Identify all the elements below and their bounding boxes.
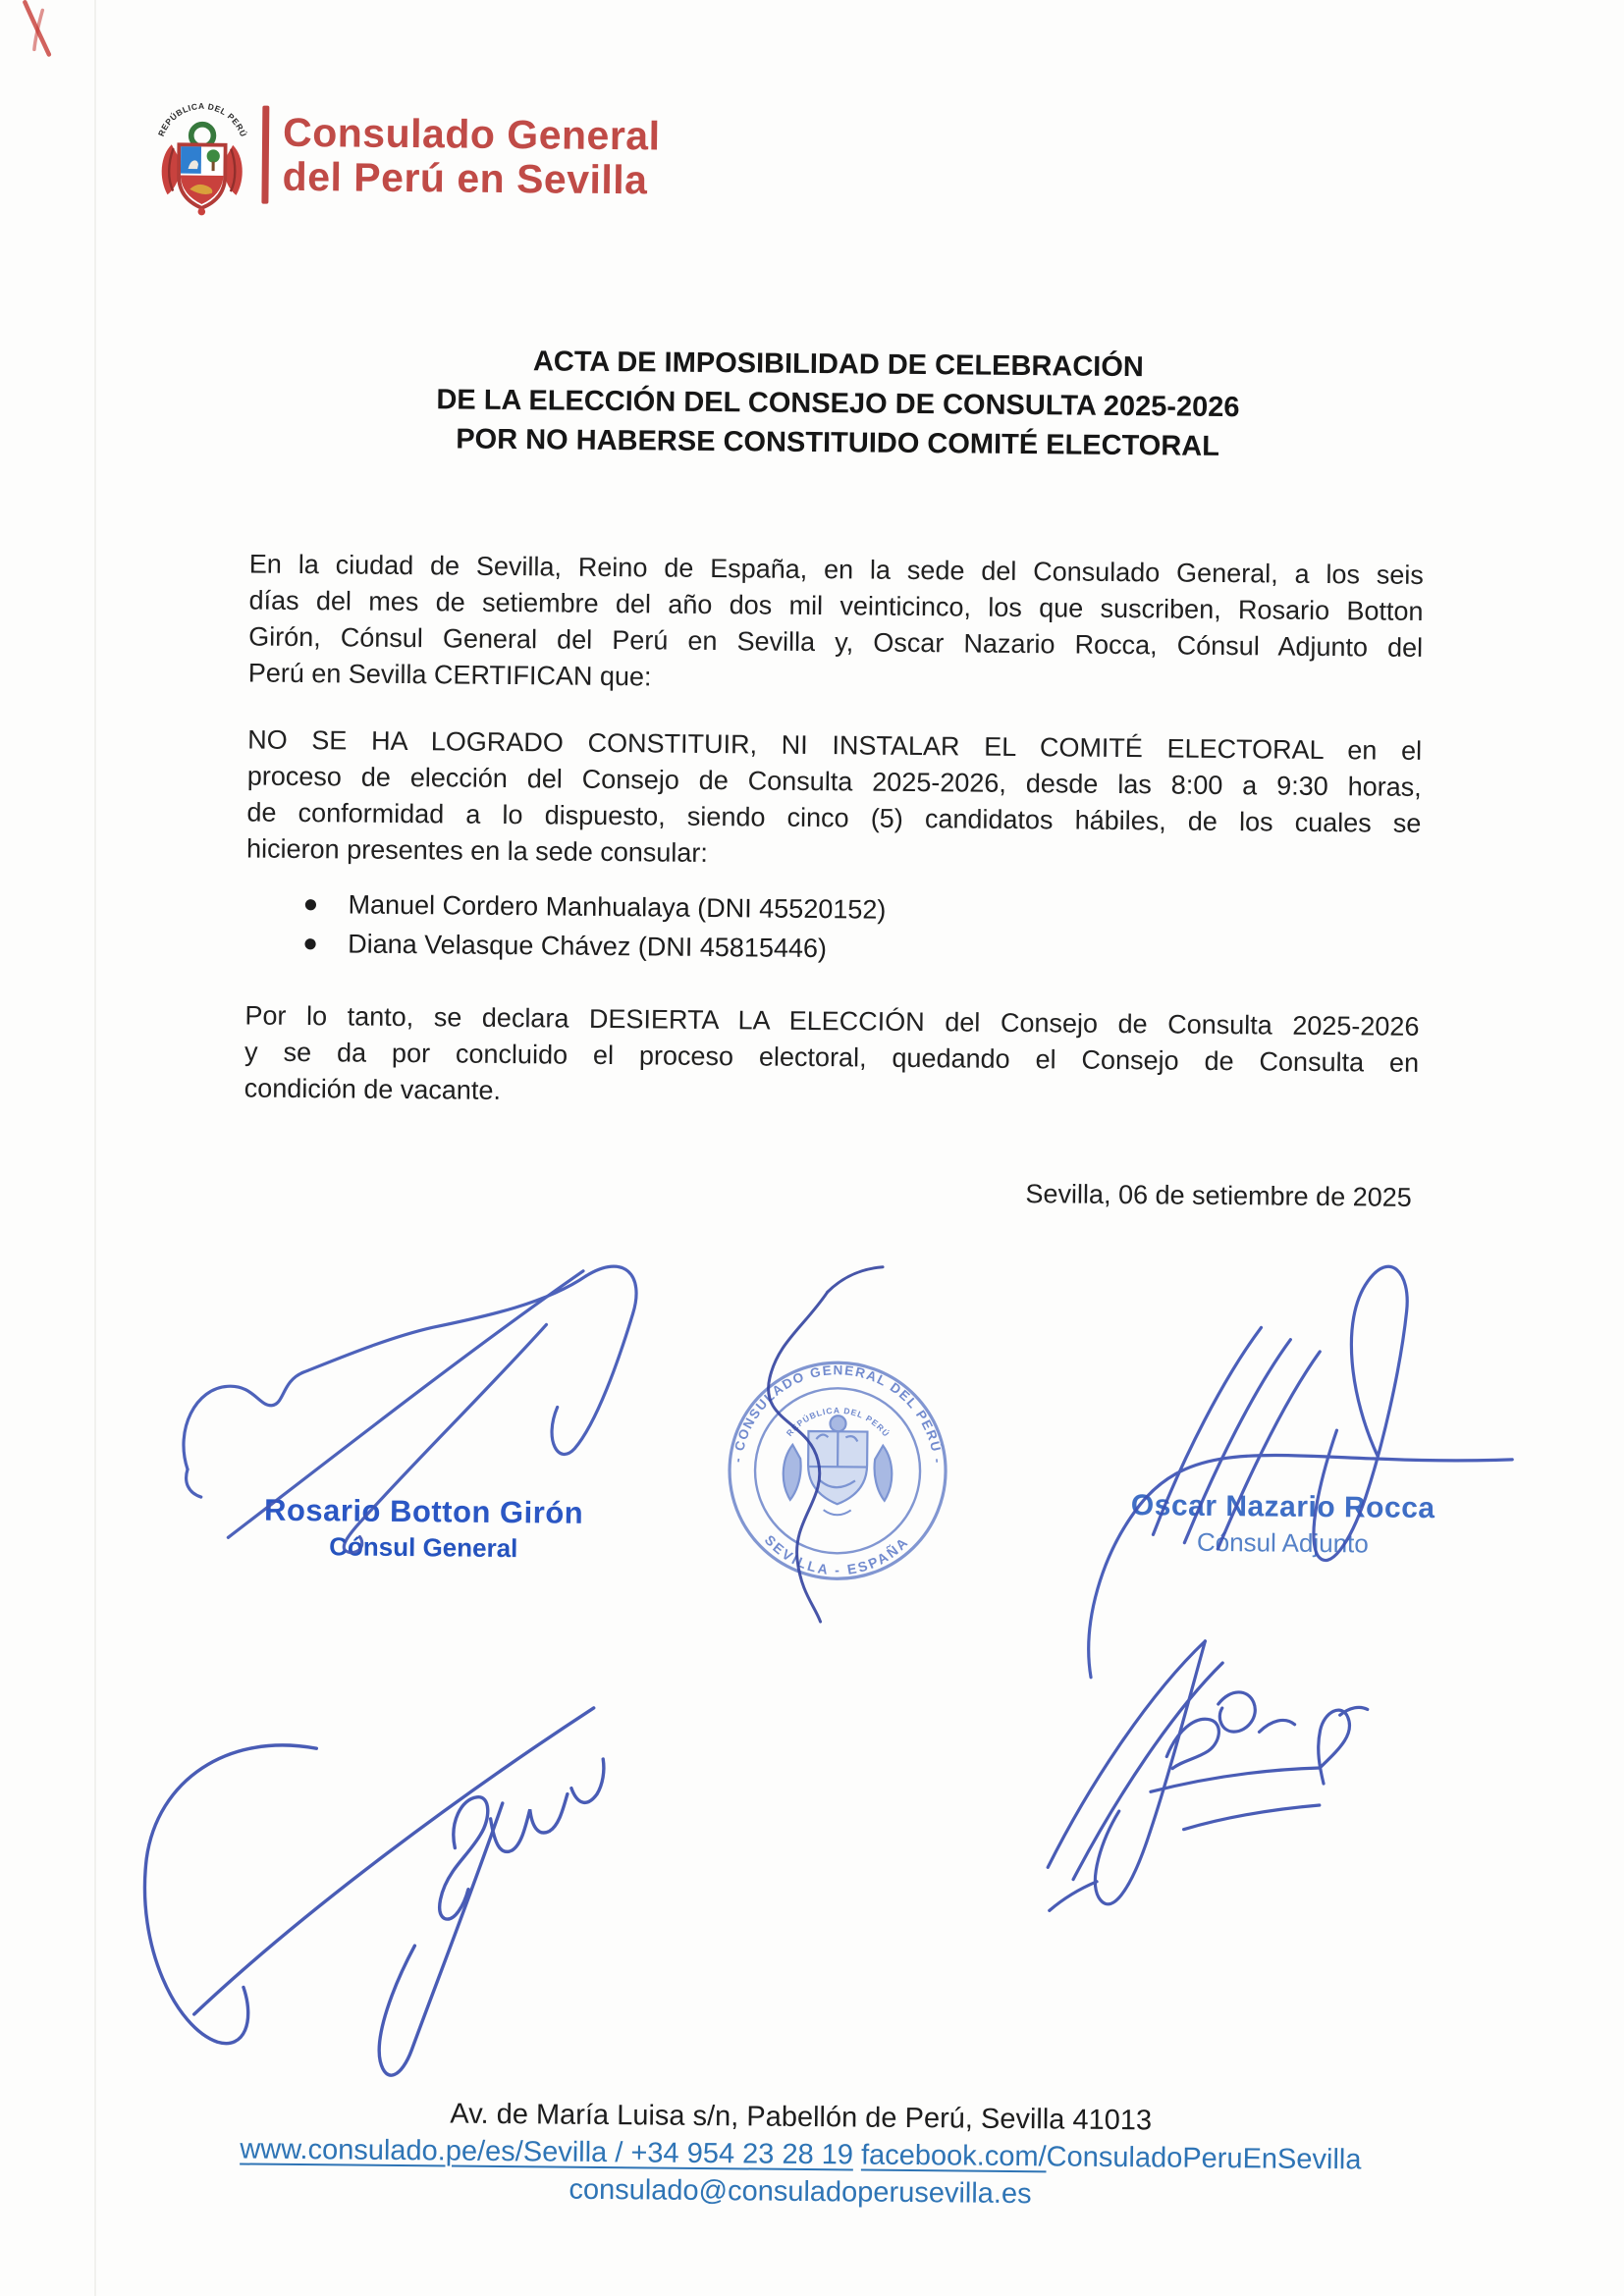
footer-address: Av. de María Luisa s/n, Pabellón de Perú, Sevilla 41013	[450, 2098, 1153, 2137]
paragraph-line: días del mes de setiembre del año dos mil veinticinco, los que suscriben, Rosario Botton	[248, 585, 1424, 626]
footer-email[interactable]: consulado@consuladoperusevilla.es	[568, 2173, 1032, 2211]
consulate-name-line2: del Perú en Sevilla	[282, 153, 648, 203]
candidate-name: Manuel Cordero Manhualaya (DNI 45520152)	[348, 889, 887, 925]
facebook-handle: ConsuladoPeruEnSevilla	[1046, 2141, 1362, 2176]
signature-lower-right	[1048, 1639, 1369, 1913]
paragraph-line: Girón, Cónsul General del Perú en Sevilla y, Oscar Nazario Rocca, Cónsul Adjunto del	[248, 621, 1424, 663]
bullet-icon: ●	[302, 888, 319, 919]
document-title	[250, 339, 1426, 467]
paragraph-line: proceso de elección del Consejo de Consulta 2025-2026, desde las 8:00 a 9:30 horas,	[246, 761, 1422, 802]
candidate-list	[245, 883, 1421, 973]
facebook-link[interactable]: facebook.com/	[860, 2139, 1047, 2173]
paragraph-intro	[248, 546, 1424, 702]
stamp-inner-caption: REPÚBLICA DEL PERÚ	[784, 1405, 893, 1439]
consular-stamp	[717, 1350, 958, 1591]
letterhead-divider	[261, 106, 269, 204]
consulate-name-line1: Consulado General	[282, 109, 661, 159]
svg-text:REPÚBLICA DEL PERÚ	[156, 100, 250, 138]
paragraph-line: NO SE HA LOGRADO CONSTITUIR, NI INSTALAR EL COMITÉ ELECTORAL en el	[247, 724, 1423, 766]
title-line-1: ACTA DE IMPOSIBILIDAD DE CELEBRACIÓN	[532, 346, 1144, 384]
signer-name: Rosario Botton Girón	[263, 1492, 584, 1530]
paragraph-line: de conformidad a lo dispuesto, siendo cinco (5) candidatos hábiles, de los cuales se	[246, 797, 1422, 838]
date-line: Sevilla, 06 de setiembre de 2025	[1025, 1179, 1412, 1212]
paragraph-line: Perú en Sevilla CERTIFICAN que:	[247, 658, 652, 692]
title-line-2: DE LA ELECCIÓN DEL CONSEJO DE CONSULTA 2025-2026	[436, 384, 1240, 424]
website-phone-link[interactable]: www.consulado.pe/es/Sevilla / +34 954 23 28 19	[240, 2133, 854, 2171]
signature-oscar-nazario	[1088, 1263, 1514, 1681]
paragraph-line: Por lo tanto, se declara DESIERTA LA ELECCIÓN del Consejo de Consulta 2025-2026	[244, 1000, 1420, 1041]
svg-text:SEVILLA - ESPAÑA	[761, 1531, 912, 1578]
signer-name: Oscar Nazario Rocca	[1130, 1489, 1435, 1525]
title-line-3: POR NO HABERSE CONSTITUIDO COMITÉ ELECTORAL	[456, 423, 1220, 462]
signature-block-consul-adjunto	[1100, 1489, 1466, 1561]
signature-lower-left	[143, 1704, 605, 2078]
paragraph-conclusion	[244, 997, 1420, 1117]
candidate-name: Diana Velasque Chávez (DNI 45815446)	[348, 929, 828, 964]
pen-mark	[25, 2, 50, 54]
emblem-caption: REPÚBLICA DEL PERÚ	[155, 100, 249, 139]
signer-title: Cónsul Adjunto	[1196, 1526, 1369, 1559]
signature-block-consul-general	[236, 1492, 612, 1565]
paragraph-certification	[246, 721, 1422, 878]
paragraph-line: hicieron presentes en la sede consular:	[245, 833, 709, 868]
stamp-ring-bottom-text: SEVILLA - ESPAÑA	[761, 1531, 912, 1578]
consulate-name	[282, 111, 660, 203]
peru-coat-of-arms-icon	[150, 88, 253, 221]
stamp-ring-top-text: - CONSULADO GENERAL DEL PERÚ -	[730, 1362, 946, 1466]
consulate-letterhead	[150, 88, 661, 225]
bullet-icon: ●	[302, 928, 319, 958]
paragraph-line: condición de vacante.	[244, 1073, 502, 1105]
paragraph-line: En la ciudad de Sevilla, Reino de España, en la sede del Consulado General, a los seis	[248, 549, 1424, 590]
paragraph-line: y se da por concluido el proceso electoral, quedando el Consejo de Consulta en	[244, 1037, 1420, 1078]
stamp-coat-of-arms	[783, 1415, 892, 1516]
signer-title: Cónsul General	[329, 1531, 518, 1564]
